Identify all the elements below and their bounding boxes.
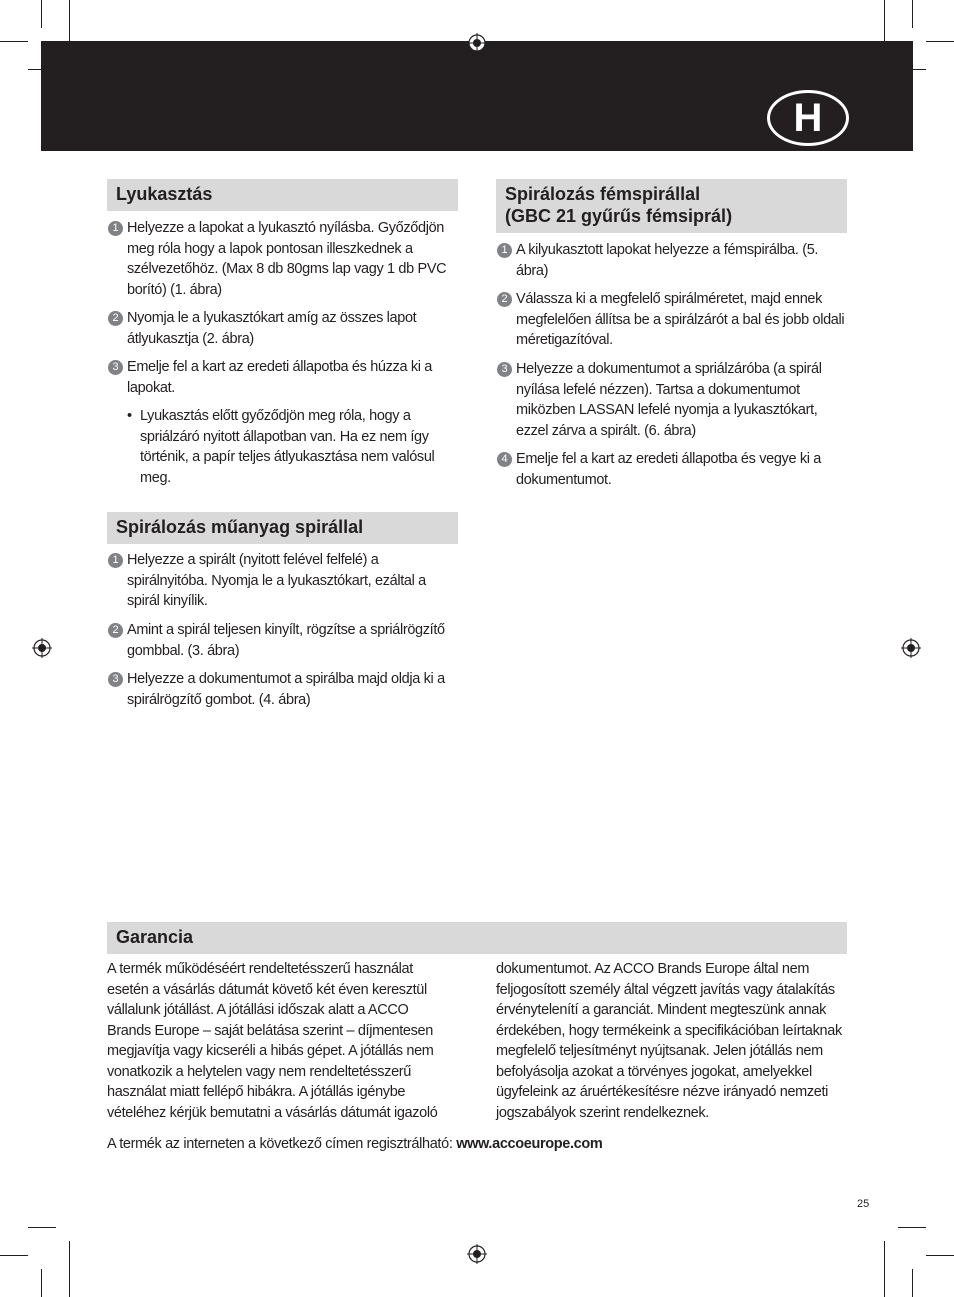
note-bullet: [127, 406, 445, 488]
list-item: [108, 669, 453, 710]
list-item: [108, 550, 453, 612]
step-number-badge: 1: [108, 221, 123, 236]
step-number-badge: 4: [497, 452, 512, 467]
crop-mark: [69, 1241, 70, 1297]
section-heading-line: (GBC 21 gyűrűs fémsiprál): [505, 206, 733, 226]
registration-line: [107, 1134, 847, 1155]
step-number-badge: 2: [497, 292, 512, 307]
crop-mark: [926, 41, 954, 42]
crop-mark: [41, 0, 42, 28]
section-heading-line: Spirálozás fémspirállal: [505, 184, 701, 204]
step-text: Helyezze a lapokat a lyukasztó nyílásba. Győződjön meg róla hogy a lapok pontosan illeszkednek a szélvezetőhöz. (Max 8 db 80gms lap vagy 1 db PVC borító) (1. ábra): [127, 220, 447, 298]
step-number-badge: 3: [108, 360, 123, 375]
section-heading-muanyag: Spirálozás műanyag spirállal: [107, 512, 458, 544]
registration-mark-icon: [32, 638, 52, 658]
step-number-badge: 3: [108, 672, 123, 687]
list-item: [497, 289, 849, 351]
step-text: Helyezze a dokumentumot a spriálzáróba (a spirál nyílása lefelé nézzen). Tartsa a dokumentumot miközben LASSAN lefelé nyomja a lyukasztókart, ezzel zárva a spirált. (6. ábra): [516, 361, 822, 439]
step-text: Emelje fel a kart az eredeti állapotba és vegye ki a dokumentumot.: [516, 451, 822, 488]
crop-mark: [926, 1255, 954, 1256]
page-number: 25: [857, 1198, 870, 1210]
list-item: [108, 357, 453, 398]
warranty-text-column-2: dokumentumot. Az ACCO Brands Europe által nem feljogosított személy által végzett javítás vagy átalakítás érvénytelenítí a garanciát. Mindent megteszünk annak érdekében, hogy termékeink a specifikációban leírtaknak megfelelő teljesítményt nyújtsanak. Jelen jótállás nem befolyásolja azokat a törvényes jogokat, amelyekkel ügyfeleink az áruértékesítésre nézve irányadó nemzeti jogszabályok szerint rendelkeznek.: [496, 961, 842, 1121]
registration-mark-icon: [901, 638, 921, 658]
step-number-badge: 2: [108, 311, 123, 326]
crop-mark: [41, 1269, 42, 1297]
section-heading-fem: [496, 179, 847, 233]
step-text: Amint a spirál teljesen kinyílt, rögzítse a spriálrögzítő gombbal. (3. ábra): [127, 622, 445, 659]
list-item: [497, 359, 849, 441]
step-text: Nyomja le a lyukasztókart amíg az összes lapot átlyukasztja (2. ábra): [127, 310, 417, 347]
list-item: [108, 308, 453, 349]
step-text: Válassza ki a megfelelő spirálméretet, majd ennek megfelelően állítsa be a spirálzárót a bal és jobb oldali méretigazítóval.: [516, 291, 845, 348]
registration-text: A termék az interneten a következő címen regisztrálható:: [107, 1136, 457, 1152]
section-heading-lyukasztas: Lyukasztás: [107, 179, 458, 211]
crop-mark: [912, 0, 913, 28]
warranty-text-column-1: A termék működéséért rendeltetésszerű használat esetén a vásárlás dátumát követő két éven keresztül vállalunk jótállást. A jótállási időszak alatt a ACCO Brands Europe – saját belátása szerint – díjmentesen megjavítja vagy kicseréli a hibás gépet. A jótállás nem vonatkozik a helytelen vagy nem rendeltetésszerű használat miatt fellépő hibákra. A jótállás igénybe vételéhez kérjük bemutatni a vásárlás dátumát igazoló: [107, 961, 438, 1121]
step-text: Emelje fel a kart az eredeti állapotba és húzza ki a lapokat.: [127, 359, 433, 396]
step-number-badge: 2: [108, 623, 123, 638]
crop-mark: [912, 1269, 913, 1297]
crop-mark: [0, 41, 28, 42]
step-number-badge: 3: [497, 362, 512, 377]
crop-mark: [0, 1255, 28, 1256]
note-text: Lyukasztás előtt győződjön meg róla, hogy a spriálzáró nyitott állapotban van. Ha ez nem így történik, a papír teljes átlyukasztása nem valósul meg.: [140, 408, 435, 486]
registration-mark-icon: [467, 33, 487, 53]
list-item: [108, 620, 453, 661]
step-text: A kilyukasztott lapokat helyezze a fémspirálba. (5. ábra): [516, 242, 819, 279]
step-number-badge: 1: [497, 243, 512, 258]
list-item: [108, 218, 453, 300]
list-item: [497, 449, 849, 490]
crop-mark: [898, 1227, 926, 1228]
section-heading-garancia: Garancia: [107, 922, 847, 954]
registration-link[interactable]: www.accoeurope.com: [456, 1136, 603, 1152]
crop-mark: [884, 1241, 885, 1297]
crop-mark: [28, 1227, 56, 1228]
step-text: Helyezze a dokumentumot a spirálba majd oldja ki a spirálrögzítő gombot. (4. ábra): [127, 671, 445, 708]
language-badge: H: [767, 90, 849, 146]
bullet-dot-icon: •: [127, 408, 132, 424]
step-number-badge: 1: [108, 553, 123, 568]
list-item: [497, 240, 849, 281]
step-text: Helyezze a spirált (nyitott felével felfelé) a spirálnyitóba. Nyomja le a lyukasztókart, ezáltal a spirál kinyílik.: [127, 552, 426, 609]
registration-mark-icon: [467, 1244, 487, 1264]
